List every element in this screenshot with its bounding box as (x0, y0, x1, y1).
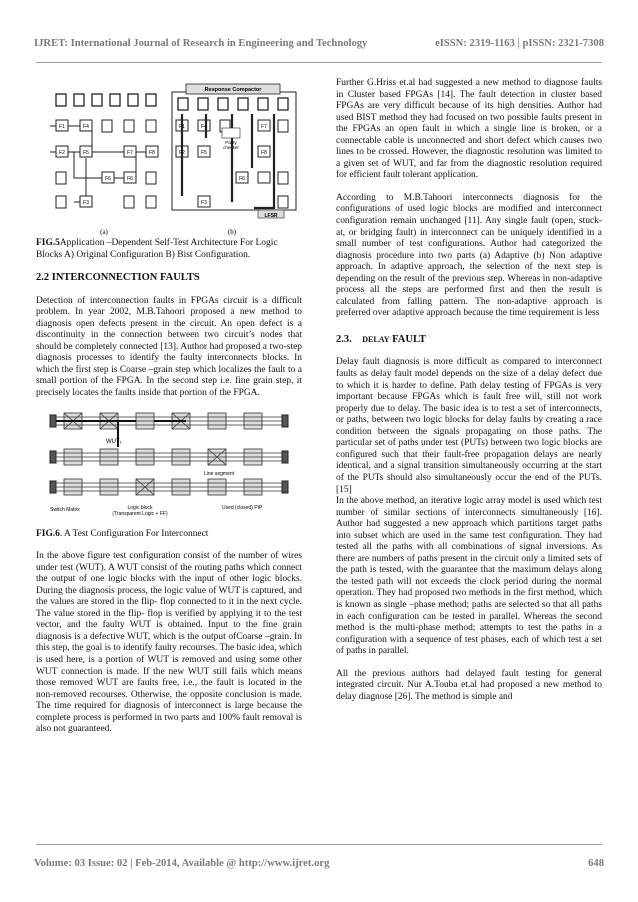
running-footer (34, 858, 604, 869)
figure-6-caption-label: FIG.6 (36, 528, 60, 539)
section-2-3-fault: FAULT (392, 333, 426, 345)
fig5b-cell-f7: F7 (261, 124, 267, 130)
fig5a-cell-f7: F7 (127, 150, 133, 156)
paragraph: All the previous authors had delayed fault testing for general integrated circuit. Nur A.Touba et.al had proposed a new method to delay diagnose [26]. The method is simple and (336, 668, 602, 702)
line-segment-label: Line segment (204, 470, 235, 477)
fig5a-cell-f3: F3 (83, 200, 89, 206)
figure-5-caption (36, 238, 302, 261)
running-header (34, 38, 604, 49)
wut-label: WUT₁ (106, 438, 122, 445)
section-2-2-heading: 2.2 INTERCONNECTION FAULTS (36, 272, 200, 284)
paragraph: According to M.B.Tahoori interconnects diagnosis for the configurations of used logic blocks are modified and interconnect configuration remain unchanged [11]. Any single fault (open, stuck-at, or bridging fault) in interconnect can be uniquely identified in a small number of test configurations. Author had categorized the diagnosis procedure into two parts (a) Adaptive (b) Non adaptive approach. In adaptive approach, the selection of the next step is depending on the result of the previous step. Whereas in non-adaptive process all the steps are performed first and then the result is calculated from falling pattern. The non-adaptive approach is preferred over adaptive approach because the time requirement is less (336, 192, 602, 319)
paragraph: Further G.Hriss et.al had suggested a new method to diagnose faults in Cluster based FPGAs [14]. The fault detection in cluster based FPGAs are very difficult because of its high densities. Author had used BIST method they had focused on two possible faults present in the FPGAs an open fault in which a single line is broken, or a connectable cable is unconnected and short defect which causes two lines to be crossed. However, the diagnostic resolution was limited to a given set of WUT, and far from the diagnostic resolution required for efficient fault tolerant application. (336, 78, 602, 181)
fig5a-cell-f2: F2 (59, 150, 65, 156)
fig5a-cell-f6: F6 (105, 176, 111, 182)
header-rule (36, 62, 602, 63)
lfsr-label: LFSR (264, 213, 278, 219)
parity-label-2: checker (223, 145, 239, 150)
footer-rule (36, 844, 602, 845)
section-2-3-heading (336, 334, 602, 346)
figure-6-caption (36, 529, 302, 541)
fig5b-cell-f2: F2 (179, 150, 185, 156)
logic-block-label: Logic block (127, 504, 153, 511)
used-pip-label: Used (closed) PIP (222, 504, 263, 511)
paragraph: In the above method, an iterative logic array model is used which test number of similar sections of interconnects simultaneously [16]. Author had suggested a new approach which partitions target paths into subset which are used in the same test configuration. They had tested all the paths with all combinations of signal inversions. As there are numbers of paths present in the circuit only a limited sets of the path is tested, with the guarantee that the maximum delays along the tested path will not exceeds the clock period during the normal operation. They had proposed two methods in the first method, which is known as single –phase method; paths are selected so that all paths in each configuration can be tested in parallel. Whereas the second method is the multi-phase method; attempts to test the paths in a configuration with a sequence of test phases, each of which test a set of paths in parallel. (336, 496, 602, 657)
section-2-3-number: 2.3. (336, 333, 352, 345)
page-number: 648 (588, 858, 604, 869)
figure-6-caption-text: . A Test Configuration For Interconnect (59, 528, 209, 539)
response-compactor-label: Response Compactor (204, 87, 262, 93)
paragraph: Delay fault diagnosis is more difficult as compared to interconnect faults as delay fault model depends on the size of a delay defect due to which it is harder to define. Path delay testing of FPGAs is very important because FPGAs which is fault free will, still not work properly due to delay. The basic idea is to test a set of interconnects, or paths, between two logic blocks for delay faults by creating a race condition between the signals propagating on those paths. The particular set of paths under test (PUTs) between two logic blocks are configured such that their fault-free propagation delays are nearly identical, and a signal transition simultaneously occurring at the start of the PUTs should also simultaneously occur the end of the PUTs. [15] (336, 357, 602, 495)
fig5b-cell-f4: F4 (201, 124, 207, 130)
fig5a-cell-f6b: F6 (127, 176, 133, 182)
fig5a-cell-f5: F5 (83, 150, 89, 156)
fig5b-cell-f1: F1 (179, 124, 185, 130)
parity-label: Parity (225, 140, 237, 145)
right-column (336, 78, 602, 714)
figure-6 (36, 411, 302, 529)
section-2-3-delay: DELAY (362, 334, 390, 344)
logic-block-label-2: (Transparent Logic + FF) (112, 510, 168, 517)
volume-info: Volume: 03 Issue: 02 | Feb-2014, Available @ http://www.ijret.org (34, 858, 330, 869)
figure-5-caption-text: Application –Dependent Self-Test Architecture For Logic Blocks A) Original Configuration B) Bist Configuration. (36, 238, 278, 260)
paragraph: In the above figure test configuration consist of the number of wires under test (WUT). A WUT consist of the routing paths which connect the output of one logic blocks with the input of other logic blocks. During the diagnosis process, the logic value of WUT is captured, and the values are stored in the flip- flop connected to it in the next cycle. The value stored in the flip- flop is verified by applying it to the test vector, and the faulty WUT is obtained. Input to the fine grain diagnosis is a defective WUT, which is the output ofCoarse –grain. In this step, the goal is to identify faulty recourses. The basic idea, which is used here, is a portion of WUT is removed and using some other WUT connection is made. If the new WUT still fails which means those removed WUT are faults free, i.e., the fault is located in the non-removed recourses. Otherwise, the opposite conclusion is made. The time required for diagnosis of interconnect is large because the complete process is performed in two parts and 100% fault removal is also not guaranteed. (36, 551, 302, 735)
paragraph: Detection of interconnection faults in FPGAs circuit is a difficult problem. In year 2002, M.B.Tahoori proposed a new method to diagnosis open defects present in the circuit. An open defect is a discontinuity in the connection between two circuit’s nodes that should be completely connected [13]. Author had proposed a two-step diagnosis processes to identify the faulty interconnects blocks. In which the first step is Coarse –grain step which localizes the fault to a small portion of the FPGA. In the second step i.e. fine grain step, it precisely locates the faults inside that portion of the FPGA. (36, 295, 302, 399)
fig5b-cell-f3: F3 (201, 200, 207, 206)
figure-5-caption-label: FIG.5 (36, 238, 60, 248)
switch-matrix-label: Switch Matrix (50, 506, 80, 513)
left-column (36, 78, 302, 747)
fig5b-cell-f8: F8 (261, 150, 267, 156)
figure-5 (36, 78, 302, 238)
fig5-label-a: (a) (100, 228, 108, 236)
fig5a-cell-f4: F4 (83, 124, 89, 130)
issn: eISSN: 2319-1163 | pISSN: 2321-7308 (435, 38, 604, 49)
fig5b-cell-f6: F6 (239, 176, 245, 182)
fig5a-cell-f1: F1 (59, 124, 65, 130)
journal-name: IJRET: International Journal of Research in Engineering and Technology (34, 38, 368, 49)
fig5a-cell-f8: F8 (149, 150, 155, 156)
fig5b-cell-f5: F5 (201, 150, 207, 156)
fig5-label-b: (b) (227, 228, 237, 236)
